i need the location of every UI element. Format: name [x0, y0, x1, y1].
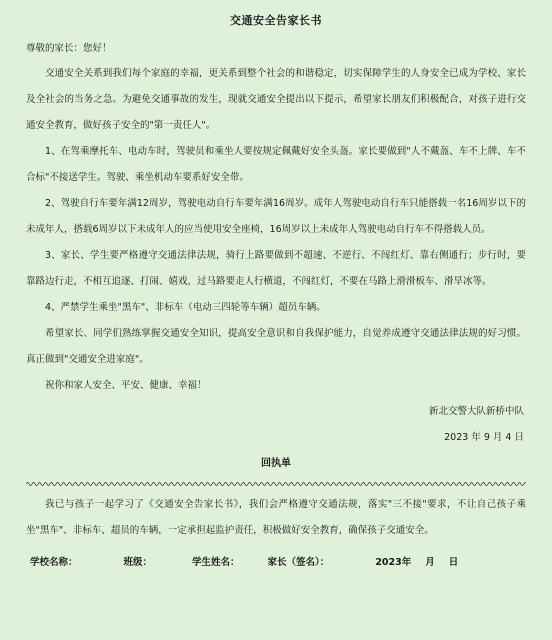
greeting: 尊敬的家长：您好！ [26, 43, 112, 54]
rule-2-paragraph: 2、驾驶自行车要年满12周岁，驾驶电动自行车要年满16周岁。成年人驾驶电动自行车只能搭载一名16周岁以下的未成年人，搭载6周岁以下未成年人的应当使用安全座椅，16周岁以上未成年人驾驶电动自行车不得搭载人员。 [26, 198, 526, 235]
rule-4-paragraph: 4、严禁学生乘坐"黑车"、非标车（电动三四轮等车辆）超员车辆。 [45, 302, 326, 313]
rule-1-paragraph: 1、在驾乘摩托车、电动车时，驾驶员和乘坐人要按规定佩戴好安全头盔。家长要做到"人不戴盔、车不上牌、车不合标"不接送学生。驾驶、乘坐机动车要系好安全带。 [26, 146, 526, 183]
school-label: 学校名称： [30, 557, 78, 568]
receipt-body: 我已与孩子一起学习了《交通安全告家长书》，我们会严格遵守交通法规，落实"三不接"要求，不让自己孩子乘坐"黑车"、非标车、超员的车辆，一定承担起监护责任，积极做好安全教育，确保孩子交通安全。 [26, 499, 526, 536]
parent-label: 家长（签名）： [267, 557, 330, 568]
receipt-year: 2023年 [375, 557, 412, 568]
rule-3-paragraph: 3、家长、学生要严格遵守交通法律法规，骑行上路要做到不超速、不逆行、不闯红灯、靠右侧通行；步行时，要靠路边行走，不相互追逐、打闹、嬉戏，过马路要走人行横道，不闯红灯，不要在马路上滑滑板车、滑旱冰等。 [26, 250, 526, 287]
signature: 新北交警大队新桥中队 [428, 406, 524, 417]
parent-field[interactable] [268, 554, 376, 568]
wavy-line [26, 480, 526, 488]
tear-line-divider [26, 480, 526, 488]
student-label: 学生姓名： [192, 557, 240, 568]
receipt-fields [26, 554, 526, 568]
hope-paragraph: 希望家长、同学们熟练掌握交通安全知识，提高安全意识和自我保护能力，自觉养成遵守交通法律法规的好习惯。真正做到"交通安全进家庭"。 [26, 328, 526, 365]
intro-paragraph: 交通安全关系到我们每个家庭的幸福，更关系到整个社会的和谐稳定，切实保障学生的人身安全已成为学校、家长及全社会的当务之急。为避免交通事故的发生，现就交通安全提出以下提示，希望家长朋友们积极配合，对孩子进行交通安全教育，做好孩子安全的"第一责任人"。 [26, 68, 526, 131]
school-field[interactable] [30, 554, 124, 568]
receipt-date-field[interactable] [375, 554, 472, 568]
receipt-day: 日 [448, 557, 459, 568]
notice-date: 2023 年 9 月 4 日 [444, 432, 524, 443]
class-field[interactable] [124, 554, 193, 568]
student-field[interactable] [192, 554, 268, 568]
receipt-month: 月 [425, 557, 435, 568]
receipt-title: 回执单 [261, 458, 291, 469]
wishes-paragraph: 祝你和家人安全、平安、健康、幸福！ [45, 380, 207, 391]
document-title: 交通安全告家长书 [230, 14, 322, 27]
class-label: 班级： [123, 557, 153, 568]
